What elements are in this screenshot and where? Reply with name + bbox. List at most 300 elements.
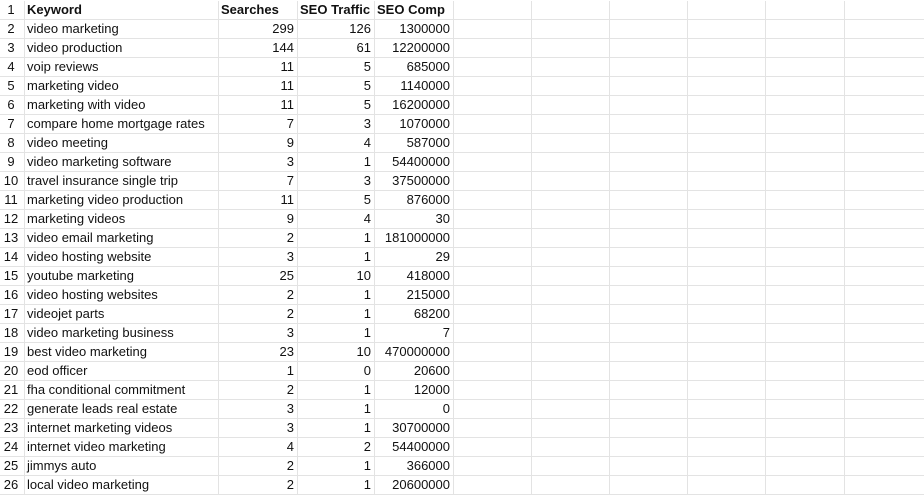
row-number[interactable]: 13 — [0, 229, 25, 247]
empty-cell[interactable] — [454, 153, 532, 171]
empty-cell[interactable] — [766, 172, 845, 190]
searches-cell[interactable]: 25 — [219, 267, 298, 285]
empty-cell[interactable] — [688, 39, 766, 57]
empty-cell[interactable] — [766, 381, 845, 399]
searches-cell[interactable]: 3 — [219, 248, 298, 266]
seo-traffic-cell[interactable]: 126 — [298, 20, 375, 38]
empty-cell[interactable] — [688, 476, 766, 494]
header-seo-comp-cell[interactable]: SEO Comp — [375, 1, 454, 19]
empty-cell[interactable] — [532, 362, 610, 380]
seo-comp-cell[interactable]: 12000 — [375, 381, 454, 399]
seo-comp-cell[interactable]: 16200000 — [375, 96, 454, 114]
seo-traffic-cell[interactable]: 2 — [298, 438, 375, 456]
empty-cell[interactable] — [454, 115, 532, 133]
seo-traffic-cell[interactable]: 0 — [298, 362, 375, 380]
keyword-cell[interactable]: compare home mortgage rates — [25, 115, 219, 133]
keyword-cell[interactable]: best video marketing — [25, 343, 219, 361]
empty-cell[interactable] — [845, 153, 924, 171]
empty-cell[interactable] — [610, 248, 688, 266]
empty-cell[interactable] — [766, 153, 845, 171]
searches-cell[interactable]: 23 — [219, 343, 298, 361]
seo-traffic-cell[interactable]: 1 — [298, 286, 375, 304]
row-number[interactable]: 4 — [0, 58, 25, 76]
empty-cell[interactable] — [610, 324, 688, 342]
empty-cell[interactable] — [454, 362, 532, 380]
empty-cell[interactable] — [454, 400, 532, 418]
empty-cell[interactable] — [532, 267, 610, 285]
empty-cell[interactable] — [454, 267, 532, 285]
keyword-cell[interactable]: fha conditional commitment — [25, 381, 219, 399]
seo-comp-cell[interactable]: 470000000 — [375, 343, 454, 361]
row-number[interactable]: 3 — [0, 39, 25, 57]
seo-traffic-cell[interactable]: 4 — [298, 134, 375, 152]
empty-cell[interactable] — [532, 77, 610, 95]
empty-cell[interactable] — [688, 343, 766, 361]
empty-cell[interactable] — [532, 134, 610, 152]
empty-cell[interactable] — [766, 229, 845, 247]
empty-cell[interactable] — [532, 476, 610, 494]
keyword-cell[interactable]: marketing video production — [25, 191, 219, 209]
table-row — [0, 191, 924, 210]
empty-cell[interactable] — [845, 134, 924, 152]
empty-cell[interactable] — [688, 457, 766, 475]
empty-cell[interactable] — [532, 229, 610, 247]
table-row — [0, 134, 924, 153]
searches-cell[interactable]: 9 — [219, 134, 298, 152]
empty-cell[interactable] — [688, 77, 766, 95]
empty-cell[interactable] — [688, 96, 766, 114]
empty-cell[interactable] — [532, 438, 610, 456]
seo-traffic-cell[interactable]: 1 — [298, 400, 375, 418]
seo-comp-cell[interactable]: 1070000 — [375, 115, 454, 133]
empty-cell[interactable] — [766, 20, 845, 38]
empty-cell[interactable] — [454, 343, 532, 361]
searches-cell[interactable]: 11 — [219, 58, 298, 76]
seo-traffic-cell[interactable]: 3 — [298, 172, 375, 190]
empty-cell[interactable] — [845, 1, 924, 19]
empty-cell[interactable] — [610, 400, 688, 418]
empty-cell[interactable] — [845, 267, 924, 285]
keyword-cell[interactable]: marketing with video — [25, 96, 219, 114]
seo-comp-cell[interactable]: 7 — [375, 324, 454, 342]
empty-cell[interactable] — [610, 77, 688, 95]
searches-cell[interactable]: 144 — [219, 39, 298, 57]
empty-cell[interactable] — [766, 457, 845, 475]
row-number[interactable]: 5 — [0, 77, 25, 95]
empty-cell[interactable] — [766, 58, 845, 76]
searches-cell[interactable]: 11 — [219, 77, 298, 95]
row-number[interactable]: 18 — [0, 324, 25, 342]
empty-cell[interactable] — [454, 305, 532, 323]
empty-cell[interactable] — [688, 400, 766, 418]
seo-comp-cell[interactable]: 418000 — [375, 267, 454, 285]
row-number[interactable]: 15 — [0, 267, 25, 285]
seo-traffic-cell[interactable]: 5 — [298, 191, 375, 209]
searches-cell[interactable]: 2 — [219, 229, 298, 247]
empty-cell[interactable] — [454, 248, 532, 266]
keyword-cell[interactable]: video email marketing — [25, 229, 219, 247]
empty-cell[interactable] — [610, 229, 688, 247]
empty-cell[interactable] — [845, 96, 924, 114]
seo-comp-cell[interactable]: 0 — [375, 400, 454, 418]
header-keyword-cell[interactable]: Keyword — [25, 1, 219, 19]
empty-cell[interactable] — [532, 286, 610, 304]
empty-cell[interactable] — [454, 324, 532, 342]
keyword-cell[interactable]: travel insurance single trip — [25, 172, 219, 190]
empty-cell[interactable] — [688, 191, 766, 209]
table-row — [0, 115, 924, 134]
empty-cell[interactable] — [610, 457, 688, 475]
keyword-cell[interactable]: internet marketing videos — [25, 419, 219, 437]
searches-cell[interactable]: 3 — [219, 324, 298, 342]
searches-cell[interactable]: 3 — [219, 400, 298, 418]
empty-cell[interactable] — [845, 419, 924, 437]
seo-comp-cell[interactable]: 37500000 — [375, 172, 454, 190]
empty-cell[interactable] — [688, 20, 766, 38]
empty-cell[interactable] — [454, 419, 532, 437]
empty-cell[interactable] — [845, 305, 924, 323]
empty-cell[interactable] — [766, 286, 845, 304]
empty-cell[interactable] — [766, 134, 845, 152]
searches-cell[interactable]: 2 — [219, 305, 298, 323]
empty-cell[interactable] — [766, 191, 845, 209]
empty-cell[interactable] — [688, 267, 766, 285]
keyword-cell[interactable]: video hosting websites — [25, 286, 219, 304]
empty-cell[interactable] — [688, 438, 766, 456]
seo-comp-cell[interactable]: 30 — [375, 210, 454, 228]
empty-cell[interactable] — [845, 248, 924, 266]
empty-cell[interactable] — [766, 210, 845, 228]
empty-cell[interactable] — [454, 381, 532, 399]
row-number[interactable]: 24 — [0, 438, 25, 456]
empty-cell[interactable] — [610, 172, 688, 190]
empty-cell[interactable] — [766, 343, 845, 361]
keyword-cell[interactable]: voip reviews — [25, 58, 219, 76]
row-number[interactable]: 23 — [0, 419, 25, 437]
empty-cell[interactable] — [845, 172, 924, 190]
keyword-cell[interactable]: videojet parts — [25, 305, 219, 323]
empty-cell[interactable] — [532, 96, 610, 114]
seo-comp-cell[interactable]: 366000 — [375, 457, 454, 475]
empty-cell[interactable] — [766, 39, 845, 57]
empty-cell[interactable] — [610, 191, 688, 209]
keyword-cell[interactable]: jimmys auto — [25, 457, 219, 475]
seo-traffic-cell[interactable]: 1 — [298, 476, 375, 494]
empty-cell[interactable] — [688, 419, 766, 437]
searches-cell[interactable]: 3 — [219, 153, 298, 171]
empty-cell[interactable] — [766, 400, 845, 418]
table-row — [0, 419, 924, 438]
seo-comp-cell[interactable]: 685000 — [375, 58, 454, 76]
seo-comp-cell[interactable]: 54400000 — [375, 438, 454, 456]
empty-cell[interactable] — [610, 20, 688, 38]
row-number[interactable]: 19 — [0, 343, 25, 361]
searches-cell[interactable]: 2 — [219, 381, 298, 399]
empty-cell[interactable] — [766, 438, 845, 456]
table-row — [0, 286, 924, 305]
row-number[interactable]: 10 — [0, 172, 25, 190]
table-row — [0, 362, 924, 381]
empty-cell[interactable] — [532, 115, 610, 133]
empty-cell[interactable] — [610, 476, 688, 494]
searches-cell[interactable]: 2 — [219, 457, 298, 475]
header-row — [0, 1, 924, 20]
empty-cell[interactable] — [766, 419, 845, 437]
empty-cell[interactable] — [532, 457, 610, 475]
row-number[interactable]: 14 — [0, 248, 25, 266]
seo-comp-cell[interactable]: 587000 — [375, 134, 454, 152]
seo-traffic-cell[interactable]: 1 — [298, 153, 375, 171]
empty-cell[interactable] — [454, 77, 532, 95]
row-number[interactable]: 7 — [0, 115, 25, 133]
empty-cell[interactable] — [454, 1, 532, 19]
seo-comp-cell[interactable]: 29 — [375, 248, 454, 266]
seo-comp-cell[interactable]: 30700000 — [375, 419, 454, 437]
empty-cell[interactable] — [688, 210, 766, 228]
empty-cell[interactable] — [766, 305, 845, 323]
seo-comp-cell[interactable]: 215000 — [375, 286, 454, 304]
empty-cell[interactable] — [845, 286, 924, 304]
header-searches-cell[interactable]: Searches — [219, 1, 298, 19]
seo-comp-cell[interactable]: 20600 — [375, 362, 454, 380]
empty-cell[interactable] — [610, 1, 688, 19]
keyword-cell[interactable]: local video marketing — [25, 476, 219, 494]
keyword-cell[interactable]: eod officer — [25, 362, 219, 380]
row-number[interactable]: 11 — [0, 191, 25, 209]
empty-cell[interactable] — [610, 438, 688, 456]
keyword-cell[interactable]: video meeting — [25, 134, 219, 152]
empty-cell[interactable] — [454, 438, 532, 456]
empty-cell[interactable] — [454, 286, 532, 304]
row-number[interactable]: 1 — [0, 1, 25, 19]
empty-cell[interactable] — [845, 210, 924, 228]
empty-cell[interactable] — [845, 381, 924, 399]
empty-cell[interactable] — [610, 115, 688, 133]
seo-traffic-cell[interactable]: 1 — [298, 457, 375, 475]
keyword-cell[interactable]: video marketing — [25, 20, 219, 38]
seo-traffic-cell[interactable]: 10 — [298, 343, 375, 361]
empty-cell[interactable] — [688, 1, 766, 19]
empty-cell[interactable] — [766, 1, 845, 19]
empty-cell[interactable] — [845, 343, 924, 361]
empty-cell[interactable] — [688, 172, 766, 190]
empty-cell[interactable] — [532, 58, 610, 76]
empty-cell[interactable] — [688, 362, 766, 380]
searches-cell[interactable]: 3 — [219, 419, 298, 437]
empty-cell[interactable] — [610, 210, 688, 228]
empty-cell[interactable] — [454, 134, 532, 152]
empty-cell[interactable] — [766, 77, 845, 95]
keyword-cell[interactable]: video marketing business — [25, 324, 219, 342]
empty-cell[interactable] — [766, 362, 845, 380]
empty-cell[interactable] — [532, 248, 610, 266]
empty-cell[interactable] — [610, 153, 688, 171]
keyword-cell[interactable]: marketing video — [25, 77, 219, 95]
searches-cell[interactable]: 2 — [219, 476, 298, 494]
empty-cell[interactable] — [454, 229, 532, 247]
seo-comp-cell[interactable]: 1140000 — [375, 77, 454, 95]
empty-cell[interactable] — [845, 39, 924, 57]
empty-cell[interactable] — [766, 324, 845, 342]
empty-cell[interactable] — [454, 96, 532, 114]
empty-cell[interactable] — [845, 229, 924, 247]
empty-cell[interactable] — [688, 381, 766, 399]
keyword-cell[interactable]: video hosting website — [25, 248, 219, 266]
keyword-cell[interactable]: generate leads real estate — [25, 400, 219, 418]
seo-traffic-cell[interactable]: 1 — [298, 324, 375, 342]
empty-cell[interactable] — [532, 381, 610, 399]
searches-cell[interactable]: 11 — [219, 191, 298, 209]
seo-traffic-cell[interactable]: 1 — [298, 248, 375, 266]
empty-cell[interactable] — [610, 343, 688, 361]
searches-cell[interactable]: 11 — [219, 96, 298, 114]
empty-cell[interactable] — [688, 286, 766, 304]
empty-cell[interactable] — [766, 96, 845, 114]
empty-cell[interactable] — [532, 343, 610, 361]
empty-cell[interactable] — [845, 20, 924, 38]
table-row — [0, 58, 924, 77]
row-number[interactable]: 2 — [0, 20, 25, 38]
empty-cell[interactable] — [766, 248, 845, 266]
row-number[interactable]: 16 — [0, 286, 25, 304]
empty-cell[interactable] — [610, 96, 688, 114]
empty-cell[interactable] — [688, 248, 766, 266]
empty-cell[interactable] — [454, 457, 532, 475]
seo-comp-cell[interactable]: 181000000 — [375, 229, 454, 247]
seo-traffic-cell[interactable]: 5 — [298, 96, 375, 114]
empty-cell[interactable] — [688, 115, 766, 133]
searches-cell[interactable]: 7 — [219, 172, 298, 190]
empty-cell[interactable] — [610, 362, 688, 380]
empty-cell[interactable] — [532, 20, 610, 38]
empty-cell[interactable] — [454, 39, 532, 57]
empty-cell[interactable] — [688, 134, 766, 152]
searches-cell[interactable]: 299 — [219, 20, 298, 38]
empty-cell[interactable] — [688, 305, 766, 323]
empty-cell[interactable] — [454, 58, 532, 76]
empty-cell[interactable] — [532, 191, 610, 209]
table-row — [0, 210, 924, 229]
empty-cell[interactable] — [845, 476, 924, 494]
seo-comp-cell[interactable]: 54400000 — [375, 153, 454, 171]
row-number[interactable]: 26 — [0, 476, 25, 494]
row-number[interactable]: 20 — [0, 362, 25, 380]
row-number[interactable]: 12 — [0, 210, 25, 228]
empty-cell[interactable] — [688, 58, 766, 76]
row-number[interactable]: 8 — [0, 134, 25, 152]
keyword-cell[interactable]: youtube marketing — [25, 267, 219, 285]
keyword-cell[interactable]: marketing videos — [25, 210, 219, 228]
empty-cell[interactable] — [688, 153, 766, 171]
empty-cell[interactable] — [845, 438, 924, 456]
empty-cell[interactable] — [845, 324, 924, 342]
table-row — [0, 39, 924, 58]
seo-comp-cell[interactable]: 1300000 — [375, 20, 454, 38]
empty-cell[interactable] — [454, 191, 532, 209]
seo-traffic-cell[interactable]: 1 — [298, 305, 375, 323]
seo-traffic-cell[interactable]: 1 — [298, 229, 375, 247]
seo-traffic-cell[interactable]: 1 — [298, 381, 375, 399]
seo-comp-cell[interactable]: 68200 — [375, 305, 454, 323]
empty-cell[interactable] — [610, 267, 688, 285]
row-number[interactable]: 21 — [0, 381, 25, 399]
searches-cell[interactable]: 2 — [219, 286, 298, 304]
searches-cell[interactable]: 7 — [219, 115, 298, 133]
seo-traffic-cell[interactable]: 61 — [298, 39, 375, 57]
empty-cell[interactable] — [845, 191, 924, 209]
searches-cell[interactable]: 4 — [219, 438, 298, 456]
seo-traffic-cell[interactable]: 5 — [298, 58, 375, 76]
table-row — [0, 381, 924, 400]
empty-cell[interactable] — [845, 362, 924, 380]
seo-comp-cell[interactable]: 20600000 — [375, 476, 454, 494]
searches-cell[interactable]: 9 — [219, 210, 298, 228]
empty-cell[interactable] — [610, 419, 688, 437]
table-row — [0, 248, 924, 267]
empty-cell[interactable] — [766, 267, 845, 285]
table-row — [0, 400, 924, 419]
empty-cell[interactable] — [610, 381, 688, 399]
empty-cell[interactable] — [532, 1, 610, 19]
empty-cell[interactable] — [610, 286, 688, 304]
empty-cell[interactable] — [845, 77, 924, 95]
empty-cell[interactable] — [532, 419, 610, 437]
table-row — [0, 457, 924, 476]
empty-cell[interactable] — [454, 20, 532, 38]
empty-cell[interactable] — [610, 134, 688, 152]
empty-cell[interactable] — [532, 305, 610, 323]
empty-cell[interactable] — [532, 39, 610, 57]
row-number[interactable]: 17 — [0, 305, 25, 323]
empty-cell[interactable] — [688, 229, 766, 247]
keyword-cell[interactable]: internet video marketing — [25, 438, 219, 456]
empty-cell[interactable] — [454, 210, 532, 228]
empty-cell[interactable] — [845, 400, 924, 418]
empty-cell[interactable] — [845, 115, 924, 133]
empty-cell[interactable] — [845, 457, 924, 475]
empty-cell[interactable] — [610, 305, 688, 323]
empty-cell[interactable] — [532, 172, 610, 190]
seo-comp-cell[interactable]: 876000 — [375, 191, 454, 209]
seo-traffic-cell[interactable]: 1 — [298, 419, 375, 437]
header-seo-traffic-cell[interactable]: SEO Traffic — [298, 1, 375, 19]
empty-cell[interactable] — [688, 324, 766, 342]
row-number[interactable]: 25 — [0, 457, 25, 475]
searches-cell[interactable]: 1 — [219, 362, 298, 380]
seo-traffic-cell[interactable]: 10 — [298, 267, 375, 285]
empty-cell[interactable] — [532, 400, 610, 418]
empty-cell[interactable] — [532, 153, 610, 171]
empty-cell[interactable] — [845, 58, 924, 76]
empty-cell[interactable] — [532, 324, 610, 342]
seo-traffic-cell[interactable]: 5 — [298, 77, 375, 95]
row-number[interactable]: 22 — [0, 400, 25, 418]
seo-traffic-cell[interactable]: 4 — [298, 210, 375, 228]
empty-cell[interactable] — [766, 476, 845, 494]
row-number[interactable]: 6 — [0, 96, 25, 114]
row-number[interactable]: 9 — [0, 153, 25, 171]
seo-comp-cell[interactable]: 12200000 — [375, 39, 454, 57]
keyword-cell[interactable]: video production — [25, 39, 219, 57]
empty-cell[interactable] — [766, 115, 845, 133]
seo-traffic-cell[interactable]: 3 — [298, 115, 375, 133]
empty-cell[interactable] — [532, 210, 610, 228]
empty-cell[interactable] — [454, 476, 532, 494]
keyword-cell[interactable]: video marketing software — [25, 153, 219, 171]
empty-cell[interactable] — [610, 58, 688, 76]
empty-cell[interactable] — [454, 172, 532, 190]
empty-cell[interactable] — [610, 39, 688, 57]
